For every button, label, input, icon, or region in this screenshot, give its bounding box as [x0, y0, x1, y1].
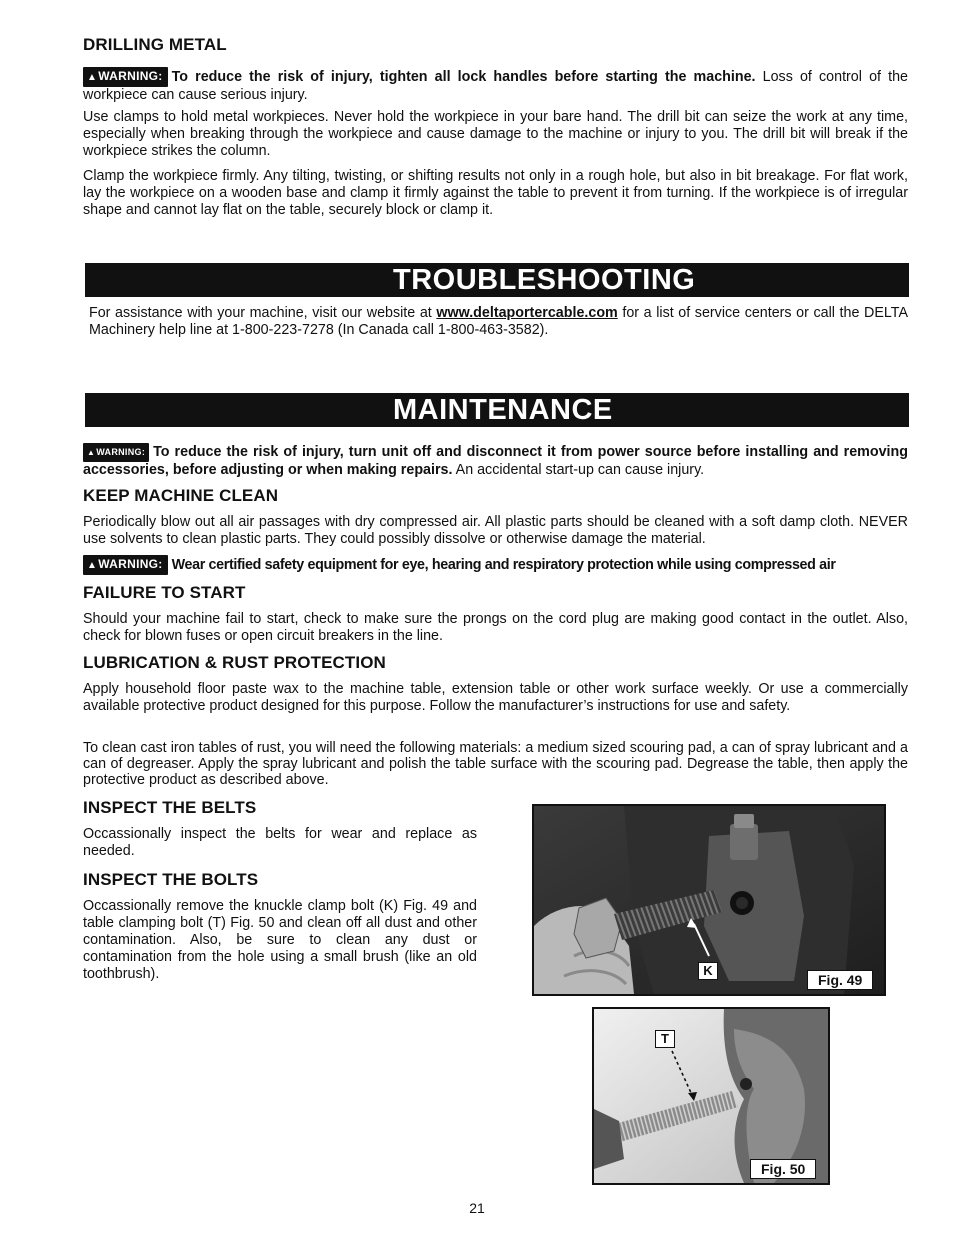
figure-50-label: Fig. 50 — [750, 1159, 816, 1179]
troubleshooting-text-after: for a list of service centers or call the DELTA Machinery help line at 1-800-223-7278 (In Canada call 1-800-463-3582). — [89, 305, 908, 338]
drilling-para-1: Use clamps to hold metal workpieces. Never hold the workpiece in your bare hand. The drill bit can seize the work at any time, especially when breaking through the workpiece and cause damage to the machine or injury to you. The drill bit will break if the workpiece strikes the column. — [83, 109, 908, 159]
bolts-heading: INSPECT THE BOLTS — [83, 870, 259, 889]
belts-text: Occassionally inspect the belts for wear and replace as needed. — [83, 826, 477, 859]
warning-badge-label: WARNING: — [98, 557, 163, 571]
warning-triangle-icon: ▲ — [87, 560, 98, 571]
warning-triangle-icon: ▲ — [87, 448, 96, 457]
compressed-air-warning — [83, 555, 918, 575]
failure-text: Should your machine fail to start, check to make sure the prongs on the cord plug are making good contact in the outlet. Also, check for blown fuses or open circuit breakers in the line. — [83, 611, 908, 644]
warning-triangle-icon: ▲ — [87, 72, 98, 83]
troubleshooting-text-before: For assistance with your machine, visit our website at — [89, 305, 437, 321]
drilling-warning — [83, 67, 908, 104]
keep-clean-heading: KEEP MACHINE CLEAN — [83, 486, 279, 505]
drilling-warning-rest: Loss of control of the workpiece can cause serious injury. — [83, 69, 908, 103]
warning-badge — [83, 67, 168, 87]
warning-badge-label: WARNING: — [98, 69, 163, 83]
lube-heading: LUBRICATION & RUST PROTECTION — [83, 653, 386, 672]
drilling-warning-bold: To reduce the risk of injury, tighten all lock handles before starting the machine. — [171, 69, 756, 85]
troubleshooting-text — [89, 305, 908, 339]
website-link[interactable]: www.deltaportercable.com — [436, 305, 618, 321]
figure-49-label: Fig. 49 — [807, 970, 873, 990]
warning-badge-label: WARNING: — [96, 447, 146, 457]
drilling-heading: DRILLING METAL — [83, 35, 227, 54]
warning-badge — [83, 555, 168, 575]
maintenance-warning-bold: To reduce the risk of injury, turn unit off and disconnect it from power source before installing and removing accessories, before adjusting or when making repairs. — [83, 444, 908, 478]
page-number: 21 — [469, 1200, 485, 1216]
figure-50-photo — [592, 1007, 830, 1185]
maintenance-banner: MAINTENANCE — [85, 393, 909, 427]
bolts-text: Occassionally remove the knuckle clamp bolt (K) Fig. 49 and table clamping bolt (T) Fig. 50 and clean off all dust and other contamination. Also, be sure to clean any dust or contamination from the hole using a small brush (like an old toothbrush). — [83, 898, 477, 982]
troubleshooting-banner: TROUBLESHOOTING — [85, 263, 909, 297]
table-clamping-bolt-illustration — [594, 1009, 828, 1183]
maintenance-warning-rest: An accidental start-up can cause injury. — [452, 462, 705, 478]
compressed-air-warning-text: Wear certified safety equipment for eye, hearing and respiratory protection while using compressed air — [171, 557, 836, 573]
lube-text-1: Apply household floor paste wax to the machine table, extension table or other work surface weekly. Or use a commercially available protective product designed for this purpose. Follow the manufacturer’s instructions for use and safety. — [83, 681, 908, 714]
maintenance-warning — [83, 443, 908, 479]
warning-badge — [83, 443, 149, 462]
callout-k: K — [698, 962, 718, 980]
failure-heading: FAILURE TO START — [83, 583, 246, 602]
belts-heading: INSPECT THE BELTS — [83, 798, 257, 817]
callout-t: T — [655, 1030, 675, 1048]
keep-clean-text: Periodically blow out all air passages with dry compressed air. All plastic parts should be cleaned with a soft damp cloth. NEVER use solvents to clean plastic parts. They could possibly dissolve or otherwise damage the material. — [83, 514, 908, 547]
lube-text-2: To clean cast iron tables of rust, you will need the following materials: a medium sized scouring pad, a can of spray lubricant and a can of degreaser. Apply the spray lubricant and polish the table surface with the scouring pad. Degrease the table, then apply the protective product as described above. — [83, 740, 908, 788]
figure-49-photo — [532, 804, 886, 996]
drilling-para-2: Clamp the workpiece firmly. Any tilting, twisting, or shifting results not only in a rough hole, but also in bit breakage. For flat work, lay the workpiece on a wooden base and clamp it firmly against the table to prevent it from turning. If the workpiece is of irregular shape and cannot lay flat on the table, securely block or clamp it. — [83, 168, 908, 218]
